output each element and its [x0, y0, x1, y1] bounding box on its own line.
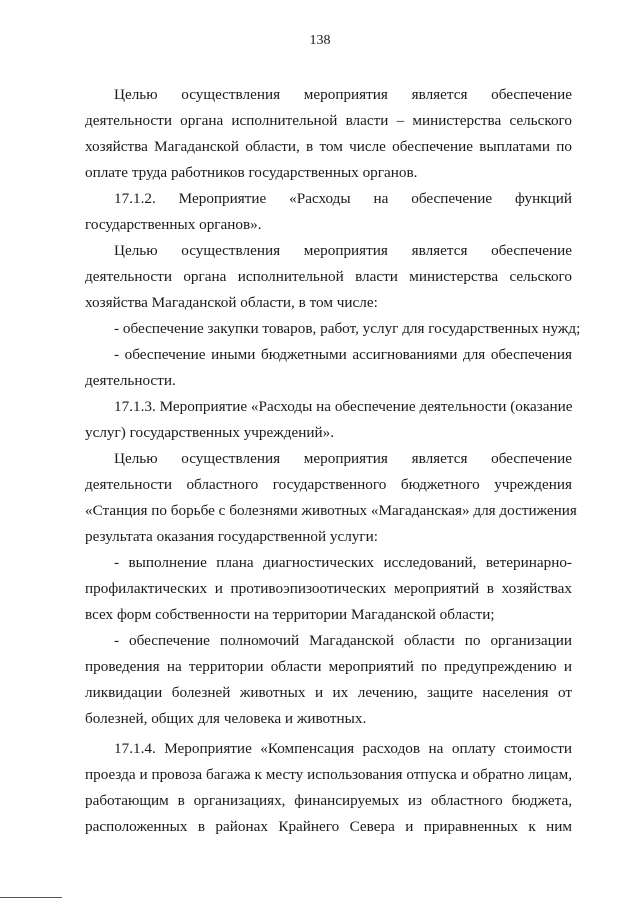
text-line: результата оказания государственной услуги: — [85, 528, 378, 545]
text-line: профилактических и противоэпизоотических мероприятий в хозяйствах — [85, 580, 572, 597]
text-line: расположенных в районах Крайнего Севера и приравненных к ним — [85, 818, 572, 835]
text-line: деятельности областного государственного бюджетного учреждения — [85, 476, 572, 493]
footer-rule — [0, 897, 62, 898]
text-line: проезда и провоза багажа к месту использования отпуска и обратно лицам, — [85, 766, 572, 783]
text-line: всех форм собственности на территории Магаданской области; — [85, 606, 495, 623]
text-line: «Станция по борьбе с болезнями животных «Магаданская» для достижения — [85, 502, 577, 519]
text-line: хозяйства Магаданской области, в том числе обеспечение выплатами по — [85, 138, 572, 155]
text-line: деятельности. — [85, 372, 176, 389]
text-line: - обеспечение полномочий Магаданской области по организации — [114, 632, 572, 649]
text-line: - обеспечение закупки товаров, работ, услуг для государственных нужд; — [114, 320, 581, 337]
text-line: Целью осуществления мероприятия является обеспечение — [114, 242, 572, 259]
text-line: ликвидации болезней животных и их лечению, защите населения от — [85, 684, 572, 701]
text-line: 17.1.2. Мероприятие «Расходы на обеспечение функций — [114, 190, 572, 207]
text-line: деятельности органа исполнительной власти министерства сельского — [85, 268, 572, 285]
text-line: - обеспечение иными бюджетными ассигнованиями для обеспечения — [114, 346, 572, 363]
text-line: государственных органов». — [85, 216, 262, 233]
text-line: 17.1.4. Мероприятие «Компенсация расходов на оплату стоимости — [114, 740, 572, 757]
text-line: услуг) государственных учреждений». — [85, 424, 335, 441]
text-line: проведения на территории области мероприятий по предупреждению и — [85, 658, 572, 675]
text-line: работающим в организациях, финансируемых из областного бюджета, — [85, 792, 572, 809]
text-line: - выполнение плана диагностических исследований, ветеринарно- — [114, 554, 572, 571]
text-line: 17.1.3. Мероприятие «Расходы на обеспечение деятельности (оказание — [114, 398, 573, 415]
text-line: хозяйства Магаданской области, в том числе: — [85, 294, 378, 311]
text-line: деятельности органа исполнительной власти – министерства сельского — [85, 112, 572, 129]
page-number: 138 — [309, 33, 331, 48]
text-line: оплате труда работников государственных органов. — [85, 164, 418, 181]
text-line: болезней, общих для человека и животных. — [85, 710, 367, 727]
text-line: Целью осуществления мероприятия является обеспечение — [114, 450, 572, 467]
text-line: Целью осуществления мероприятия является обеспечение — [114, 86, 572, 103]
